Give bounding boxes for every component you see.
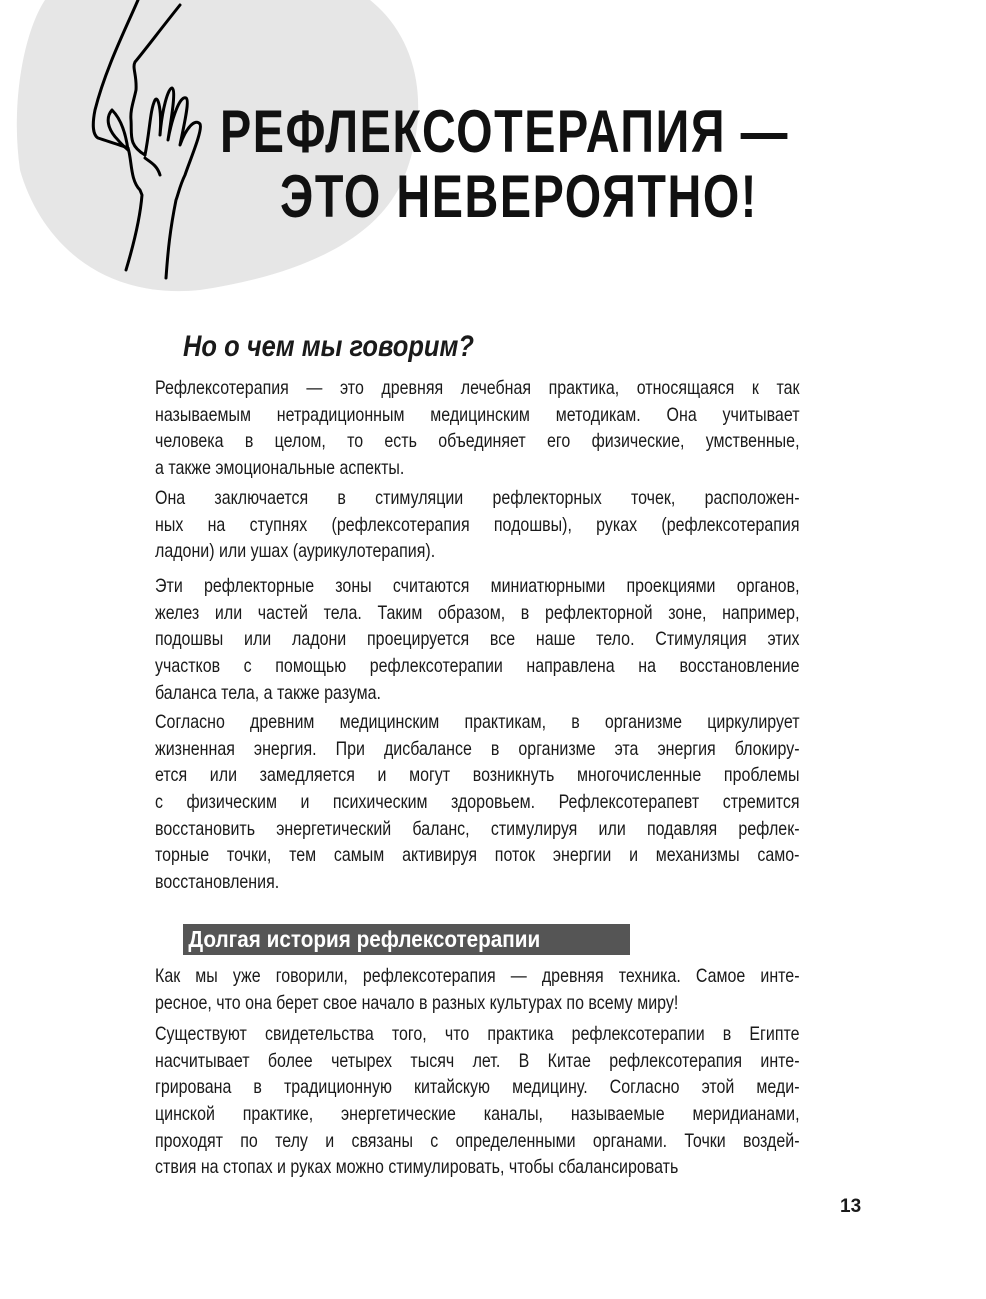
section-heading-banner (183, 924, 630, 955)
paragraph (155, 375, 800, 482)
page-number: 13 (840, 1196, 862, 1217)
text-line: подошвы или ладони проецируется все наше тело. Стимуляция этих (155, 628, 800, 651)
paragraph (155, 963, 800, 1016)
text-line: Она заключается в стимуляции рефлекторных точек, расположен- (155, 487, 800, 509)
paragraph (155, 709, 800, 896)
paragraph (155, 573, 800, 706)
text-line: насчитывает более четырех тысяч лет. В Китае рефлексотерапия инте- (155, 1049, 800, 1072)
section-heading: Долгая история рефлексотерапии (188, 926, 541, 952)
text-line: восстановления. (155, 871, 280, 894)
text-line: участков с помощью рефлексотерапии направлена на восстановление (155, 655, 800, 678)
text-line: а также эмоциональные аспекты. (155, 457, 405, 480)
chapter-title-line1: РЕФЛЕКСОТЕРАПИЯ — (220, 98, 789, 165)
text-line: Согласно древним медицинским практикам, в организме циркулирует (155, 711, 800, 733)
text-line: называемым нетрадиционным медицинским методикам. Она учитывает (155, 403, 800, 426)
text-line: ладони) или ушах (аурикулотерапия). (155, 540, 436, 563)
text-line: ется или замедляется и могут возникнуть многочисленные проблемы (155, 764, 800, 787)
paragraph (155, 1021, 800, 1181)
text-line: Рефлексотерапия — это древняя лечебная практика, относящаяся к так (155, 377, 800, 399)
text-line: ных на ступнях (рефлексотерапия подошвы), руках (рефлексотерапия (155, 513, 800, 536)
text-line: цинской практике, энергетические каналы, называемые меридианами, (155, 1103, 800, 1126)
text-line: торные точки, тем самым активируя поток энергии и механизмы само- (155, 844, 800, 867)
text-line: Как мы уже говорили, рефлексотерапия — древняя техника. Самое инте- (155, 965, 800, 987)
text-line: жизненная энергия. При дисбалансе в организме эта энергия блокиру- (155, 737, 800, 760)
text-line: грирована в традиционную китайскую медицину. Согласно этой меди- (155, 1076, 800, 1099)
text-line: Существуют свидетельства того, что практика рефлексотерапии в Египте (155, 1023, 800, 1045)
text-line: ствия на стопах и руках можно стимулировать, чтобы сбалансировать (155, 1156, 679, 1179)
text-line: проходят по телу и связаны с определенными органами. Точки воздей- (155, 1129, 800, 1152)
text-line: человека в целом, то есть объединяет его физические, умственные, (155, 430, 800, 453)
subheading: Но о чем мы говорим? (183, 330, 474, 363)
text-line: Эти рефлекторные зоны считаются миниатюрными проекциями органов, (155, 575, 800, 597)
text-line: ресное, что она берет свое начало в разных культурах по всему миру! (155, 991, 679, 1014)
text-line: баланса тела, а также разума. (155, 681, 381, 704)
text-line: с физическим и психическим здоровьем. Рефлексотерапевт стремится (155, 791, 800, 814)
chapter-title-line2: ЭТО НЕВЕРОЯТНО! (280, 163, 758, 230)
paragraph (155, 485, 800, 565)
text-line: желез или частей тела. Таким образом, в рефлекторной зоне, например, (155, 601, 800, 624)
text-line: восстановить энергетический баланс, стимулируя или подавляя рефлек- (155, 817, 800, 840)
